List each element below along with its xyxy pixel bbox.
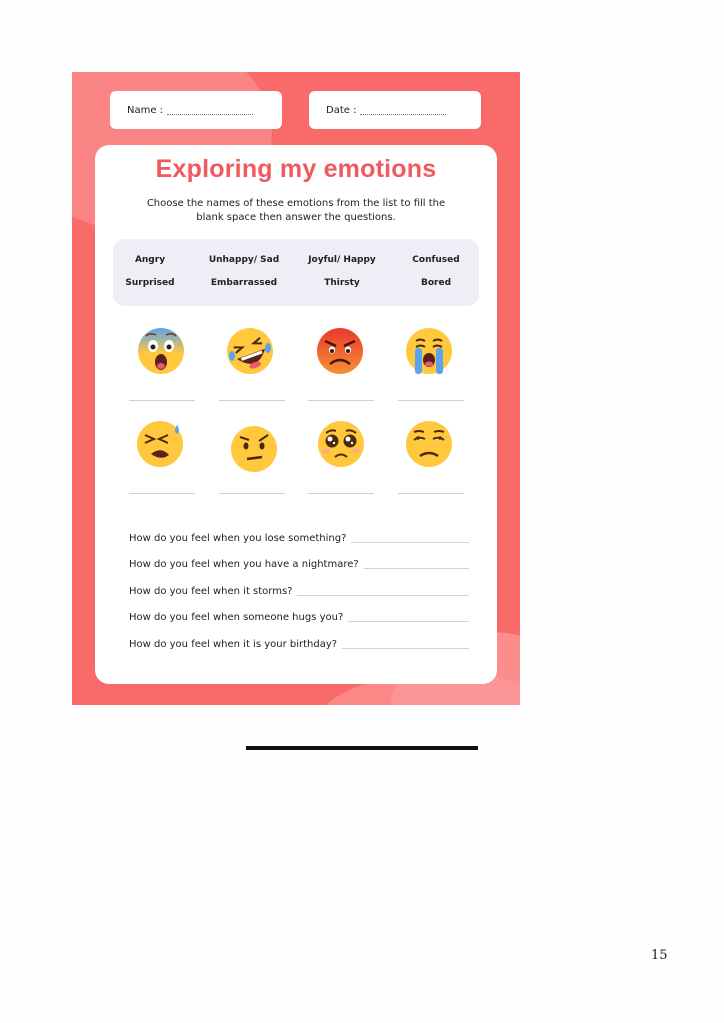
answer-line[interactable] — [351, 542, 469, 543]
instructions — [125, 197, 467, 225]
question-3 — [129, 581, 469, 597]
name-label: Name : — [127, 104, 164, 116]
emotion-blank-7[interactable] — [308, 493, 374, 494]
word-angry: Angry — [134, 255, 166, 265]
unamused-face-icon — [404, 419, 454, 469]
word-embarrassed: Embarrassed — [210, 278, 278, 288]
emotion-blank-3[interactable] — [308, 400, 374, 401]
worksheet-page — [72, 72, 520, 705]
laughing-face-icon — [225, 326, 275, 376]
emotion-blank-6[interactable] — [219, 493, 285, 494]
worksheet-title: Exploring my emotions — [155, 155, 437, 183]
question-4 — [129, 607, 469, 623]
date-field[interactable] — [309, 91, 481, 129]
instructions-line-2: blank space then answer the questions. — [196, 212, 396, 223]
screaming-face-icon — [136, 326, 186, 376]
emotion-blank-1[interactable] — [129, 400, 195, 401]
word-surprised: Surprised — [125, 278, 175, 288]
answer-line[interactable] — [348, 621, 469, 622]
date-dotted-line — [360, 106, 446, 115]
worksheet-card — [95, 145, 497, 684]
word-confused: Confused — [412, 255, 460, 265]
tired-face-icon — [135, 419, 185, 469]
suspicious-face-icon — [229, 424, 279, 474]
word-unhappy-sad: Unhappy/ Sad — [208, 255, 280, 265]
answer-line[interactable] — [364, 568, 469, 569]
question-text: How do you feel when it is your birthday? — [129, 639, 338, 650]
instructions-line-1: Choose the names of these emotions from the list to fill the — [146, 198, 446, 209]
question-text: How do you feel when it storms? — [129, 586, 293, 597]
answer-line[interactable] — [342, 648, 469, 649]
question-text: How do you feel when you lose something? — [129, 533, 347, 544]
emotion-blank-4[interactable] — [398, 400, 464, 401]
question-5 — [129, 634, 469, 650]
emotion-blank-5[interactable] — [129, 493, 195, 494]
question-1 — [129, 528, 469, 544]
word-thirsty: Thirsty — [324, 278, 360, 288]
name-dotted-line — [167, 106, 253, 115]
pleading-face-icon — [316, 419, 366, 469]
question-2 — [129, 554, 469, 570]
page-number: 15 — [651, 948, 668, 963]
question-text: How do you feel when someone hugs you? — [129, 612, 344, 623]
word-joyful-happy: Joyful/ Happy — [308, 255, 376, 265]
emotion-blank-8[interactable] — [398, 493, 464, 494]
question-text: How do you feel when you have a nightmare? — [129, 559, 359, 570]
answer-line[interactable] — [297, 595, 469, 596]
horizontal-rule — [246, 746, 478, 750]
crying-face-icon — [404, 326, 454, 376]
angry-face-icon — [315, 326, 365, 376]
word-bank — [113, 239, 479, 306]
word-bored: Bored — [420, 278, 452, 288]
date-label: Date : — [326, 104, 357, 116]
emotion-blank-2[interactable] — [219, 400, 285, 401]
name-field[interactable] — [110, 91, 282, 129]
